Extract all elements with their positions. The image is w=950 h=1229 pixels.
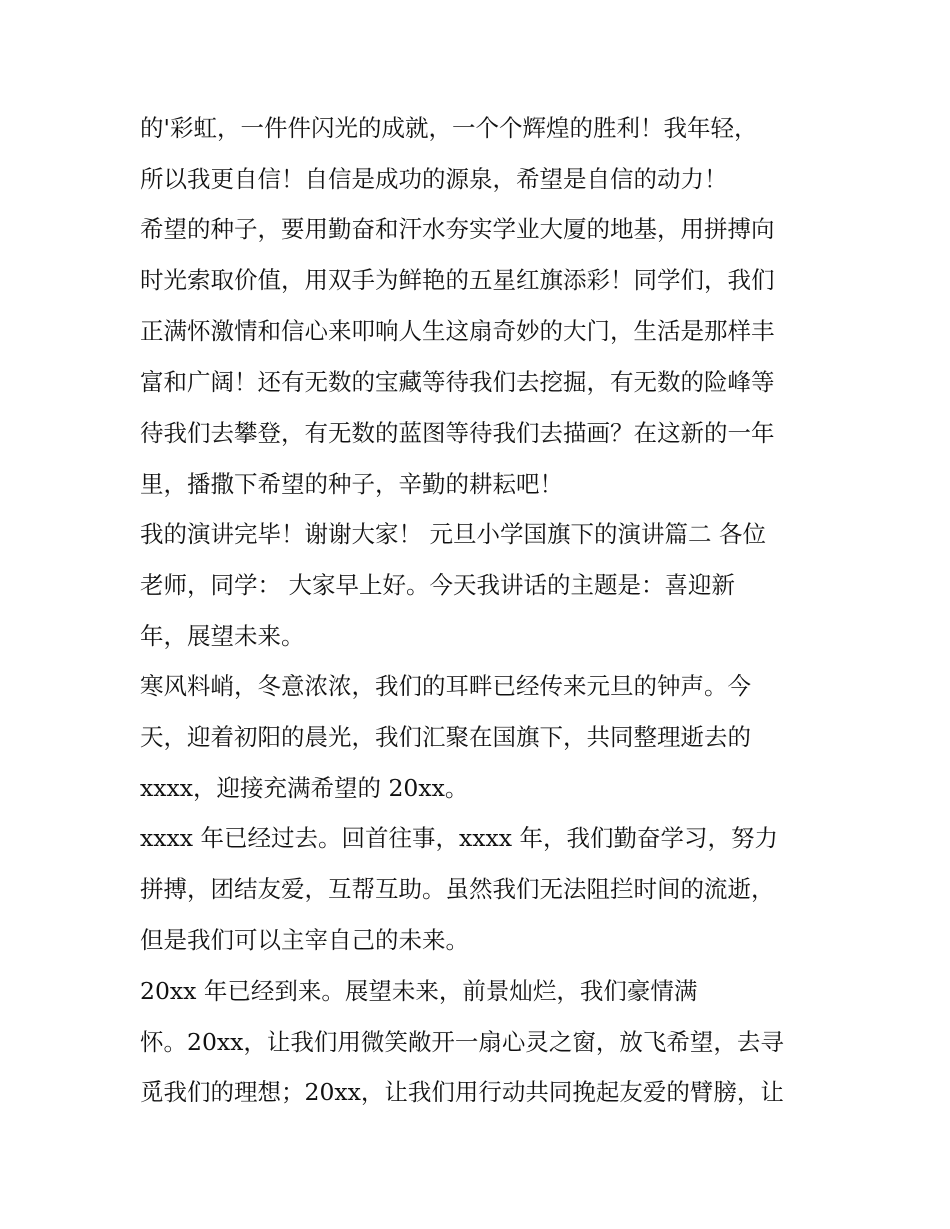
text-line: 待我们去攀登，有无数的蓝图等待我们去描画？在这新的一年: [140, 419, 775, 447]
text-line: 老师，同学： 大家早上好。今天我讲话的主题是：喜迎新: [140, 571, 735, 599]
text-line: 天，迎着初阳的晨光，我们汇聚在国旗下，共同整理逝去的: [140, 723, 751, 751]
text-line: 年，展望未来。: [140, 622, 305, 650]
text-line: 我的演讲完毕！谢谢大家！ 元旦小学国旗下的演讲篇二 各位: [140, 520, 766, 548]
text-line: 时光索取价值，用双手为鲜艳的五星红旗添彩！同学们，我们: [140, 266, 775, 294]
text-line: xxxx 年已经过去。回首往事，xxxx 年，我们勤奋学习，努力: [140, 824, 778, 852]
text-line: 寒风料峭，冬意浓浓，我们的耳畔已经传来元旦的钟声。今: [140, 672, 751, 700]
text-line: 但是我们可以主宰自己的未来。: [140, 926, 469, 954]
text-line: 希望的种子，要用勤奋和汗水夯实学业大厦的地基，用拼搏向: [140, 215, 775, 243]
text-line: 怀。20xx，让我们用微笑敞开一扇心灵之窗，放飞希望，去寻: [140, 1028, 784, 1056]
text-line: 的'彩虹，一件件闪光的成就，一个个辉煌的胜利！我年轻，: [140, 114, 758, 142]
text-line: 所以我更自信！自信是成功的源泉，希望是自信的动力！: [140, 165, 728, 193]
text-line: 正满怀激情和信心来叩响人生这扇奇妙的大门，生活是那样丰: [140, 317, 775, 345]
text-line: 20xx 年已经到来。展望未来，前景灿烂，我们豪情满: [140, 977, 698, 1005]
text-line: 拼搏，团结友爱，互帮互助。虽然我们无法阻拦时间的流逝，: [140, 875, 775, 903]
text-line: xxxx，迎接充满希望的 20xx。: [140, 774, 469, 802]
text-line: 富和广阔！还有无数的宝藏等待我们去挖掘，有无数的险峰等: [140, 368, 775, 396]
text-line: 觅我们的理想；20xx，让我们用行动共同挽起友爱的臂膀，让: [140, 1078, 784, 1106]
text-line: 里，播撒下希望的种子，辛勤的耕耘吧！: [140, 470, 563, 498]
